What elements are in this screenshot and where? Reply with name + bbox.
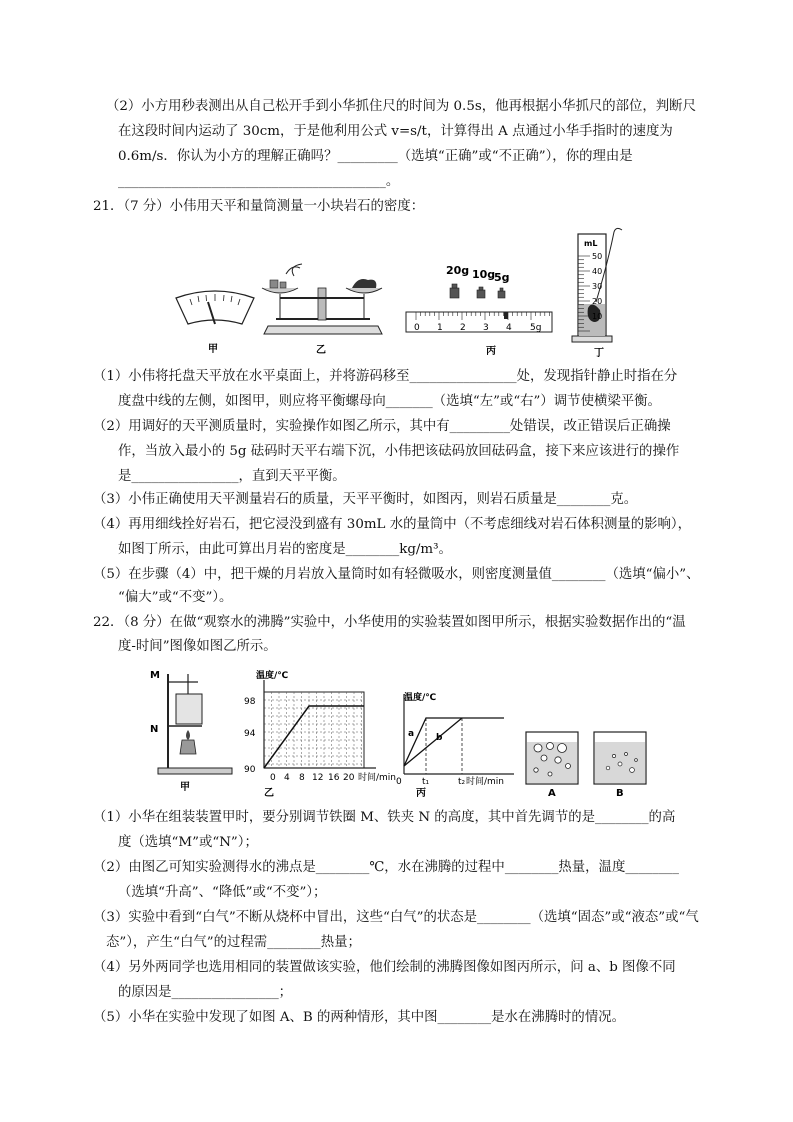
bing-ylabel: 温度/℃ [404, 693, 437, 703]
cyl-tick-40: 40 [592, 267, 603, 276]
cyl-tick-20: 20 [592, 297, 603, 306]
q20-part2-line3: 0.6m/s．你认为小方的理解正确吗？_________（选填“正确”或“不正确”），你的理由是 [118, 149, 633, 164]
cyl-tick-30: 30 [592, 282, 603, 291]
q22-part4-line2: 的原因是________________； [118, 985, 293, 1000]
q22-part2-line2: （选填“升高”、“降低”或“不变”）； [118, 885, 327, 900]
q22-figure-yi [236, 664, 396, 798]
beaker-A-label: A [548, 788, 556, 798]
q21-part4-line2: 如图丁所示，由此可算出月岩的密度是________kg/m³。 [118, 542, 452, 557]
q22-figure-bing [386, 686, 524, 798]
ruler-label-5g: 5g [530, 323, 542, 333]
yi-ytick-98: 98 [244, 697, 256, 707]
q21-label-ding: 丁 [594, 348, 604, 359]
bing-xlabel: 时间/min [466, 777, 505, 787]
q21-figure-bing [404, 262, 554, 358]
q22-label-bing: 丙 [416, 788, 426, 798]
q20-part2-line2: 在这段时间内运动了 30cm，于是他利用公式 v=s/t，计算得出 A 点通过小华手指时的速度为 [118, 124, 673, 139]
q21-label-bing: 丙 [486, 346, 496, 357]
q21-label-yi: 乙 [316, 345, 326, 356]
yi-xtick-0: 0 [270, 773, 276, 783]
yi-xtick-8: 8 [299, 773, 305, 783]
q21-part2-line1: （2）用调好的天平测质量时，实验操作如图乙所示，其中有_________处错误，改正错误后正确操 [93, 419, 671, 434]
q21-label-jia: 甲 [208, 344, 218, 355]
beaker-B-label: B [616, 788, 624, 798]
yi-xtick-20: 20 [343, 773, 355, 783]
q21-weight-20g: 20g [446, 264, 470, 277]
yi-xtick-16: 16 [328, 773, 340, 783]
q21-part5-line2: “偏大”或“不变”）。 [118, 590, 233, 605]
q21-part1-line1: （1）小伟将托盘天平放在水平桌面上，并将游码移至________________处，发现指针静止时指在分 [93, 369, 678, 384]
q21-title: 21．（7 分）小伟用天平和量筒测量一小块岩石的密度： [93, 199, 425, 214]
yi-xtick-12: 12 [312, 773, 324, 783]
q22-part2-line1: （2）由图乙可知实验测得水的沸点是________℃，水在沸腾的过程中________热量，温度________ [93, 860, 679, 875]
bing-t2: t₂ [458, 777, 466, 787]
q21-figure-jia [170, 288, 260, 356]
ruler-label-1: 1 [437, 323, 443, 333]
q21-weight-10g: 10g [472, 268, 496, 281]
q22-part3-line1: （3）实验中看到“白气”不断从烧杯中冒出，这些“白气”的状态是________（选填“固态”或“液态”或“气 [93, 910, 699, 925]
q22-title-line2: 度-时间”图像如图乙所示。 [118, 639, 277, 654]
q22-part3-line2: 态”），产生“白气”的过程需________热量； [106, 935, 361, 950]
ruler-label-0: 0 [414, 323, 420, 333]
q20-part2-line4: ________________________________________。 [118, 174, 400, 189]
ruler-label-2: 2 [460, 323, 466, 333]
cyl-tick-10: 10 [592, 312, 603, 321]
q22-part5: （5）小华在实验中发现了如图 A、B 的两种情形，其中图________是水在沸腾时的情况。 [93, 1010, 625, 1025]
curve-a-label: a [408, 729, 415, 739]
ruler-label-3: 3 [483, 323, 489, 333]
label-N: N [150, 724, 159, 735]
q21-figure-yi [258, 258, 394, 358]
q21-part4-line1: （4）再用细线拴好岩石，把它浸没到盛有 30mL 水的量筒中（不考虑细线对岩石体积测量的影响）， [93, 517, 691, 532]
bing-zero: 0 [396, 777, 402, 787]
cyl-unit: mL [584, 239, 598, 248]
q22-label-yi: 乙 [264, 788, 274, 798]
q20-part2-line1: （2）小方用秒表测出从自己松开手到小华抓住尺的时间为 0.5s，他再根据小华抓尺的部位，判断尺 [106, 99, 696, 114]
q21-part1-line2: 度盘中线的左侧，如图甲，则应将平衡螺母向_______（选填“左”或“右”）调节使横梁平衡。 [118, 394, 661, 409]
yi-xtick-4: 4 [284, 773, 290, 783]
q21-weight-5g: 5g [494, 271, 510, 284]
q22-part4-line1: （4）另外两同学也选用相同的装置做该实验，他们绘制的沸腾图像如图丙所示，问 a、b 图像不同 [93, 960, 676, 975]
cyl-tick-50: 50 [592, 252, 603, 261]
yi-ylabel: 温度/℃ [256, 671, 289, 681]
q22-title-line1: 22．（8 分）在做“观察水的沸腾”实验中，小华使用的实验装置如图甲所示，根据实验数据作出的“温 [93, 615, 686, 630]
yi-ytick-90: 90 [244, 765, 256, 775]
yi-ytick-94: 94 [244, 729, 256, 739]
q21-part5-line1: （5）在步骤（4）中，把干燥的月岩放入量筒时如有轻微吸水，则密度测量值________（选填“偏小”、 [93, 567, 700, 582]
q22-part1-line1: （1）小华在组装装置甲时，要分别调节铁圈 M、铁夹 N 的高度，其中首先调节的是________的高 [93, 810, 676, 825]
q21-part2-line3: 是________________，直到天平平衡。 [118, 469, 346, 484]
label-M: M [150, 670, 160, 681]
q22-part1-line2: 度（选填“M”或“N”）； [118, 835, 258, 850]
q21-figure-ding [568, 222, 638, 360]
q21-part3: （3）小伟正确使用天平测量岩石的质量，天平平衡时，如图丙，则岩石质量是________克。 [93, 492, 638, 507]
q22-figure-beakers [524, 726, 650, 798]
curve-b-label: b [436, 733, 443, 743]
q22-label-jia: 甲 [180, 782, 190, 792]
ruler-label-4: 4 [506, 323, 512, 333]
q22-figure-jia [146, 668, 238, 792]
bing-t1: t₁ [422, 777, 430, 787]
q21-part2-line2: 作，当放入最小的 5g 砝码时天平右端下沉，小伟把该砝码放回砝码盒，接下来应该进行的操作 [118, 444, 680, 459]
yi-xlabel: 时间/min [358, 773, 396, 783]
